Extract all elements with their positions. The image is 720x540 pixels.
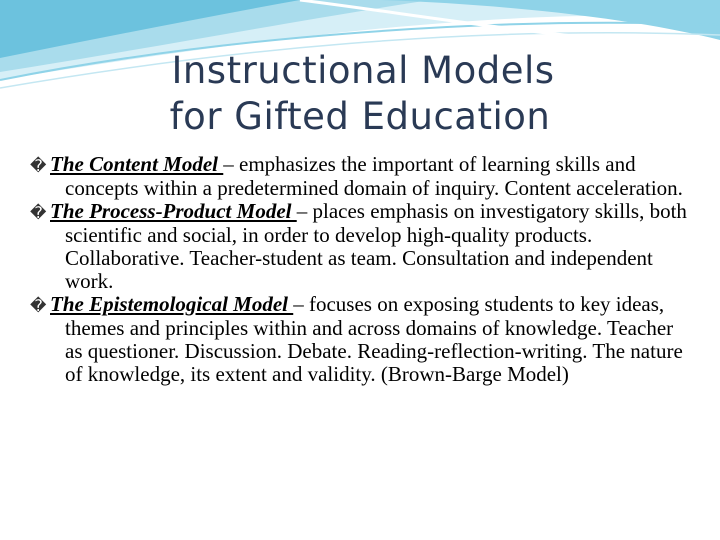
- description-content-model: – emphasizes the important of learning skills and concepts within a predetermined domain of inquiry. Content acceleration.: [65, 152, 683, 200]
- term-content-model: The Content Model: [50, 152, 224, 176]
- description-epistemological-model: – focuses on exposing students to key ideas, themes and principles within and across domains of knowledge. Teacher as questioner. Discussion. Debate. Reading-reflection-writing. The nature of knowledge, its extent and validity. (Brown-Barge Model): [65, 292, 683, 386]
- term-epistemological-model: The Epistemological Model: [50, 292, 294, 316]
- bullet-icon: �: [30, 203, 47, 222]
- list-item-epistemological-model: [30, 293, 690, 386]
- bullet-icon: �: [30, 156, 47, 175]
- bullet-icon: �: [30, 296, 47, 315]
- title-line-1: Instructional Models: [171, 49, 555, 92]
- description-process-product-model: – places emphasis on investigatory skills, both scientific and social, in order to develop high-quality products. Collaborative. Teacher-student as team. Consultation and independent work.: [65, 199, 687, 293]
- list-item-process-product-model: [30, 200, 690, 293]
- list-item-content-model: [30, 153, 690, 200]
- slide-title: [0, 48, 720, 140]
- bullet-list: [30, 153, 690, 386]
- title-line-2: for Gifted Education: [169, 95, 551, 138]
- term-process-product-model: The Process-Product Model: [50, 199, 297, 223]
